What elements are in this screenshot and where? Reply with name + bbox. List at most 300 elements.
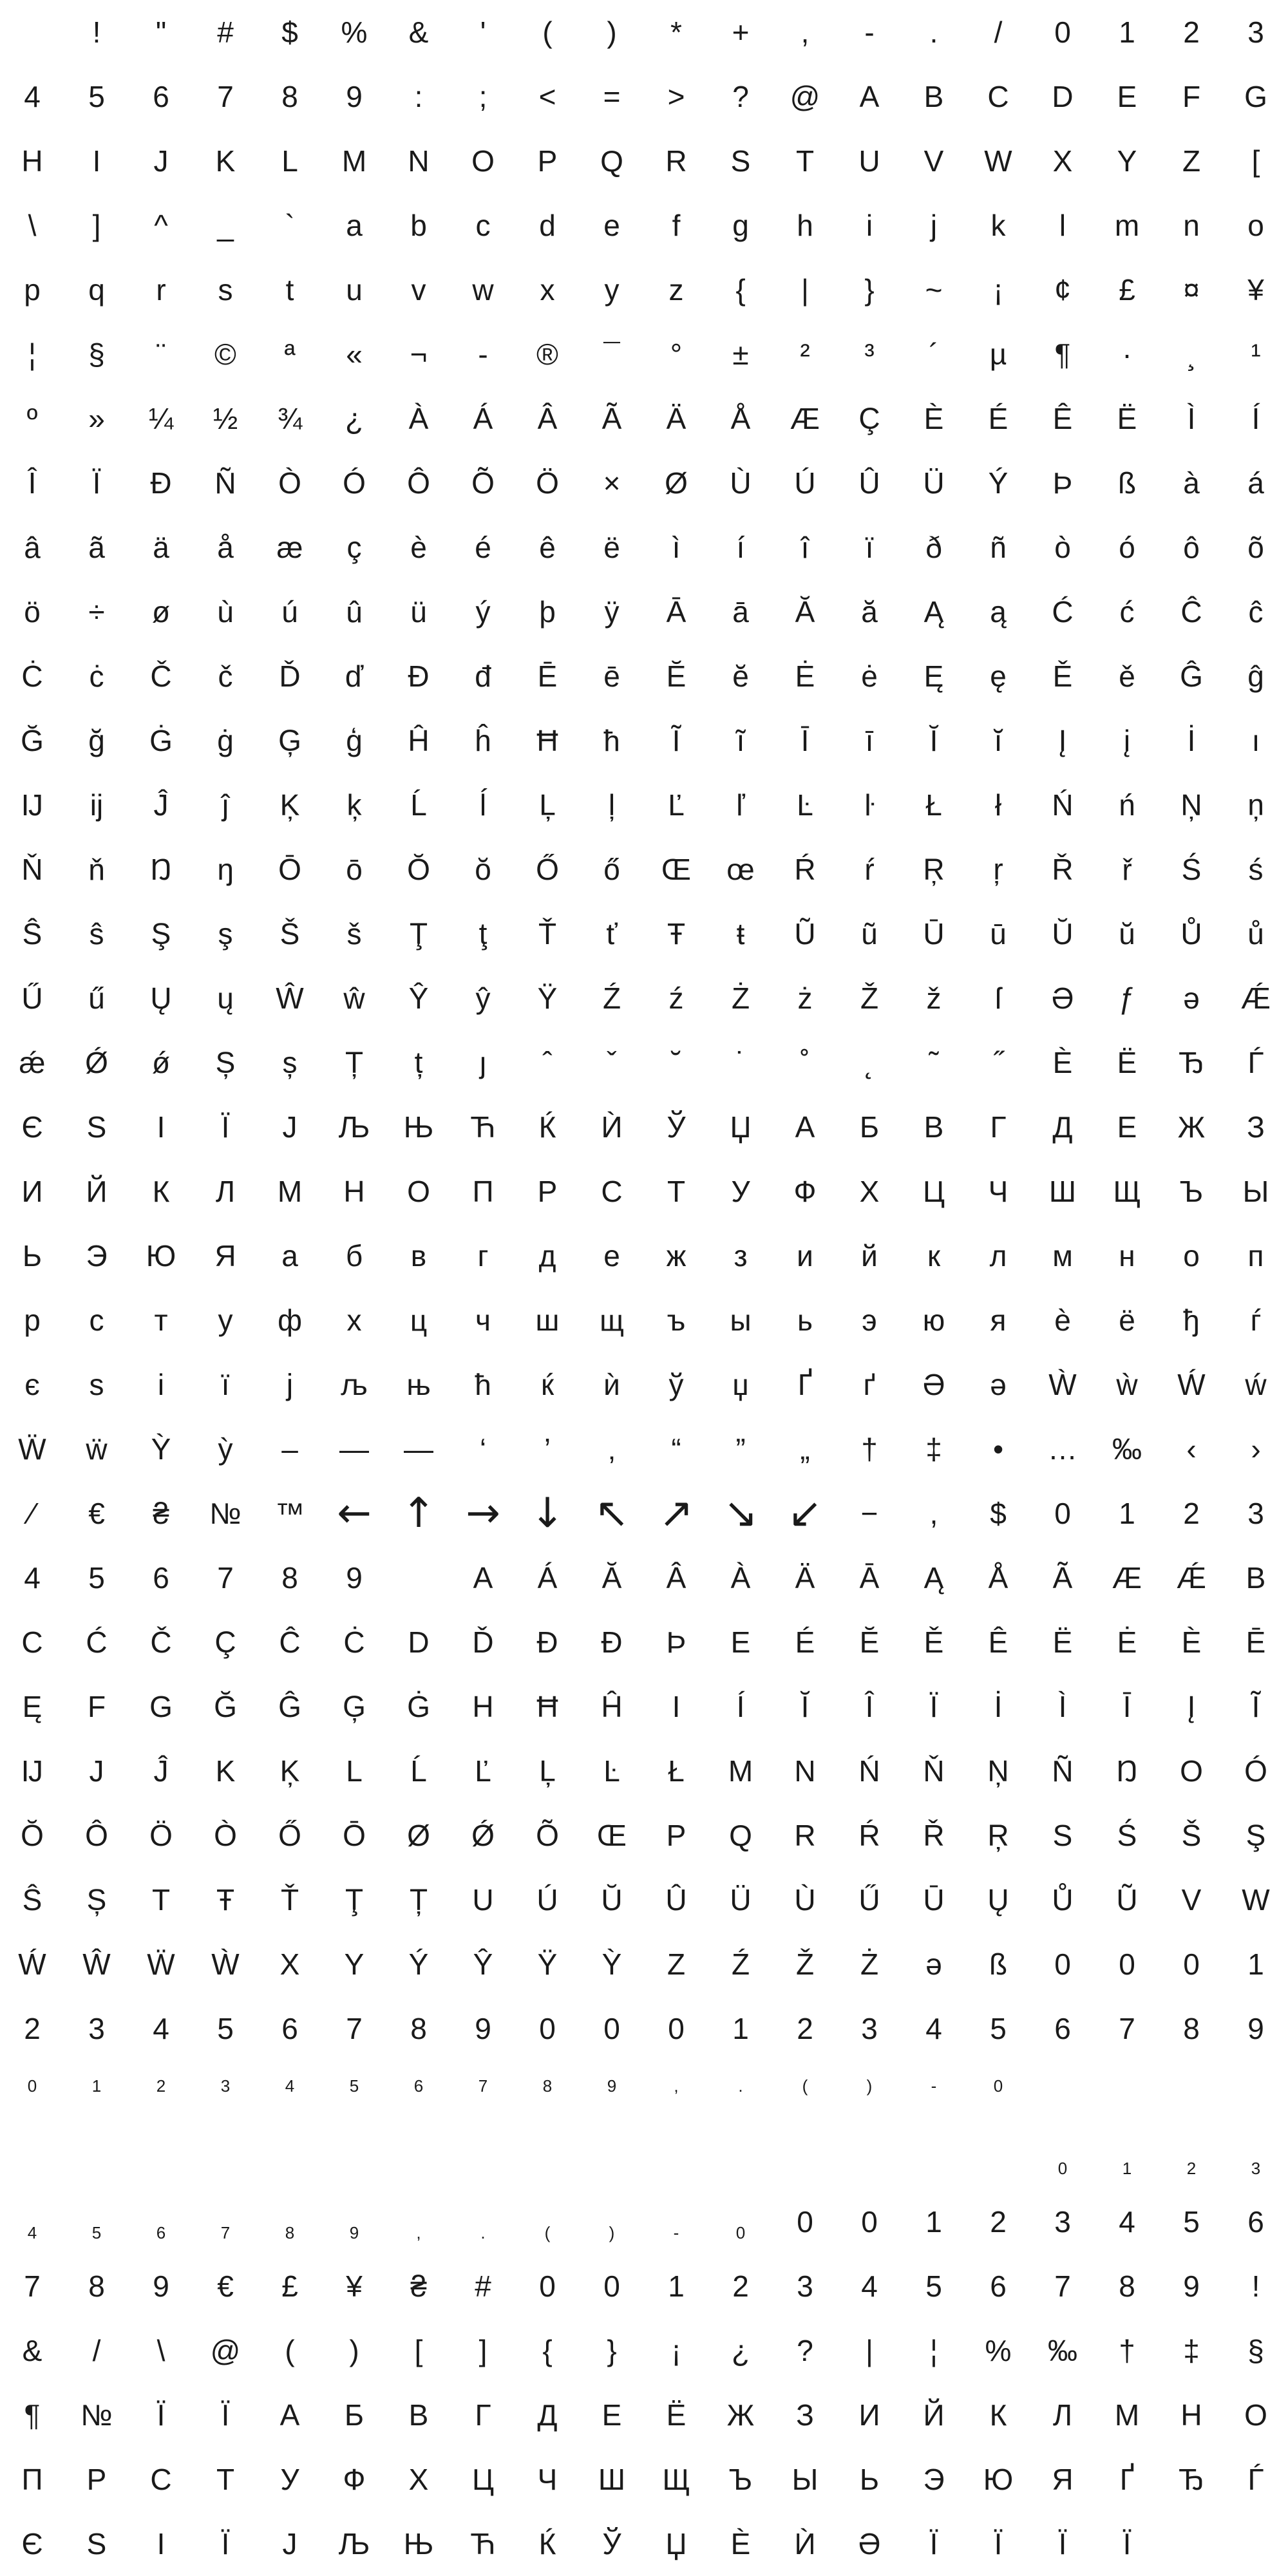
glyph-cell: Ŝ	[22, 1883, 43, 1917]
glyph-cell	[773, 2125, 837, 2190]
glyph-cell: h	[797, 209, 813, 242]
glyph-cell: Ç	[214, 1625, 236, 1659]
glyph-cell: Ū	[923, 1883, 945, 1917]
glyph-cell: Ř	[923, 1819, 945, 1852]
glyph-cell: æ	[276, 531, 303, 564]
glyph-cell: Н	[1180, 2398, 1202, 2432]
glyph-cell: Ь	[22, 1239, 43, 1273]
glyph-cell: ū	[990, 917, 1007, 951]
glyph-cell: Ї	[929, 2527, 938, 2561]
glyph-cell: Ķ	[279, 1754, 300, 1788]
glyph-cell: Я	[214, 1239, 236, 1273]
glyph-cell: Ђ	[1179, 1046, 1204, 1079]
glyph-cell: E	[730, 1625, 751, 1659]
glyph-cell: ð	[925, 531, 942, 564]
glyph-cell: ŏ	[475, 853, 491, 886]
glyph-cell: Ő	[278, 1819, 301, 1852]
glyph-cell: Ә	[922, 1368, 945, 1401]
glyph-cell: Ý	[988, 466, 1009, 500]
glyph-cell: ŧ	[736, 917, 745, 951]
glyph-cell: :	[414, 80, 423, 113]
glyph-cell: Ï	[92, 466, 101, 500]
glyph-cell: щ	[600, 1303, 624, 1337]
glyph-cell: Ź	[602, 981, 621, 1015]
glyph-cell: Ă	[795, 595, 815, 629]
glyph-cell: ^	[154, 209, 168, 242]
glyph-cell: )	[866, 2076, 873, 2096]
glyph-cell: o	[1247, 209, 1264, 242]
glyph-cell: x	[540, 273, 555, 307]
glyph-cell: 2	[732, 2269, 749, 2303]
glyph-cell: Ğ	[214, 1690, 237, 1723]
glyph-cell: З	[796, 2398, 814, 2432]
glyph-cell: 7	[1054, 2269, 1071, 2303]
glyph-cell: ¤	[1183, 273, 1200, 307]
glyph-cell: м	[1052, 1239, 1073, 1273]
glyph-cell: Ẁ	[1048, 1368, 1077, 1401]
glyph-cell: Ѕ	[86, 1110, 107, 1144]
glyph-cell: V	[1181, 1883, 1202, 1917]
glyph-cell: ĕ	[732, 659, 749, 693]
glyph-cell: 8	[88, 2269, 105, 2303]
glyph-cell: Ѐ	[1052, 1046, 1073, 1079]
glyph-cell: 1	[925, 2205, 942, 2239]
glyph-cell: Ґ	[797, 1368, 813, 1401]
glyph-cell: Щ	[662, 2463, 690, 2496]
glyph-cell: ÿ	[604, 595, 620, 629]
glyph-cell: Ā	[859, 1561, 880, 1595]
glyph-cell: 9	[1247, 2012, 1264, 2045]
glyph-cell: ¬	[410, 337, 428, 371]
glyph-cell: Ķ	[279, 788, 300, 822]
glyph-cell: 5	[91, 2223, 102, 2242]
glyph-cell: đ	[475, 659, 491, 693]
glyph-cell: ¡	[671, 2334, 681, 2367]
glyph-cell: Ẃ	[18, 1947, 46, 1981]
glyph-cell: j	[930, 209, 938, 242]
glyph-cell: ē	[603, 659, 620, 693]
glyph-cell: 4	[925, 2012, 942, 2045]
glyph-cell: Д	[1052, 1110, 1073, 1144]
glyph-cell: i	[866, 209, 873, 242]
glyph-cell: 0	[735, 2223, 746, 2242]
glyph-cell: 7	[346, 2012, 363, 2045]
glyph-cell: Ї	[221, 1110, 230, 1144]
glyph-cell: Љ	[338, 2527, 370, 2561]
glyph-cell: ģ	[346, 724, 363, 757]
glyph-cell: ,	[416, 2223, 421, 2242]
glyph-cell: І	[156, 1110, 166, 1144]
glyph-cell: 0	[993, 2076, 1003, 2096]
glyph-cell: Ǿ	[85, 1046, 108, 1079]
glyph-cell: Ĕ	[859, 1625, 880, 1659]
glyph-cell: F	[1182, 80, 1201, 113]
glyph-cell: Q	[729, 1819, 752, 1852]
glyph-cell: В	[408, 2398, 429, 2432]
glyph-cell: –	[281, 1432, 298, 1466]
glyph-cell: С	[150, 2463, 172, 2496]
glyph-cell: Ï	[929, 1690, 938, 1723]
glyph-cell: 8	[281, 1561, 298, 1595]
glyph-cell: ľ	[736, 788, 745, 822]
glyph-cell: Ж	[726, 2398, 755, 2432]
glyph-cell: 0	[539, 2012, 556, 2045]
glyph-cell: Ĕ	[666, 659, 687, 693]
glyph-cell: Ĳ	[21, 788, 43, 822]
glyph-cell: (	[542, 15, 553, 49]
glyph-cell: Т	[216, 2463, 235, 2496]
glyph-cell: 1	[668, 2269, 685, 2303]
glyph-cell: Ř	[1052, 853, 1074, 886]
glyph-cell: D	[408, 1625, 430, 1659]
glyph-cell: Ŕ	[858, 1819, 880, 1852]
glyph-cell: Ŭ	[601, 1883, 623, 1917]
glyph-cell: Ņ	[1180, 788, 1202, 822]
glyph-cell: ј	[286, 1368, 294, 1401]
glyph-cell: И	[858, 2398, 880, 2432]
glyph-cell: 9	[607, 2076, 617, 2096]
glyph-cell: ф	[278, 1303, 302, 1337]
glyph-cell: _	[217, 209, 234, 242]
glyph-cell: P	[666, 1819, 687, 1852]
glyph-cell: Й	[923, 2398, 945, 2432]
glyph-cell: (	[544, 2223, 551, 2242]
glyph-cell: —	[339, 1432, 369, 1466]
glyph-cell: Ẅ	[147, 1947, 175, 1981]
glyph-cell: Б	[859, 1110, 880, 1144]
glyph-cell: Ь	[859, 2463, 880, 2496]
glyph-cell: Ì	[1187, 402, 1196, 435]
glyph-cell: ê	[539, 531, 556, 564]
glyph-cell: ª	[284, 337, 296, 371]
glyph-cell: Ũ	[1116, 1883, 1138, 1917]
glyph-cell: Ы	[791, 2463, 819, 2496]
glyph-cell: ŗ	[993, 853, 1003, 886]
glyph-cell: о	[1183, 1239, 1200, 1273]
glyph-cell: ―	[404, 1432, 433, 1466]
glyph-cell: Ѕ	[86, 2527, 107, 2561]
glyph-cell: ç	[346, 531, 362, 564]
glyph-cell: §	[88, 337, 105, 371]
glyph-cell: ‰	[1112, 1432, 1142, 1466]
glyph-cell: Ş	[151, 917, 171, 951]
glyph-cell: Ļ	[539, 788, 556, 822]
glyph-cell: !	[1251, 2269, 1260, 2303]
glyph-cell: Ō	[278, 853, 301, 886]
glyph-cell: K	[215, 144, 236, 178]
glyph-cell: ő	[603, 853, 620, 886]
glyph-cell: Ô	[85, 1819, 108, 1852]
glyph-cell: 2	[1186, 2159, 1197, 2178]
glyph-cell: Á	[537, 1561, 558, 1595]
glyph-cell: Ж	[1177, 1110, 1206, 1144]
glyph-cell: ţ	[478, 917, 488, 951]
glyph-cell: Е	[1117, 1110, 1137, 1144]
glyph-cell: а	[281, 1239, 298, 1273]
glyph-cell	[451, 2125, 515, 2190]
glyph-cell: b	[410, 209, 427, 242]
glyph-cell: N	[408, 144, 430, 178]
glyph-cell: Щ	[1113, 1175, 1141, 1208]
glyph-cell: 0	[1054, 1947, 1071, 1981]
glyph-cell: ˆ	[542, 1046, 553, 1079]
glyph-cell: °	[670, 337, 683, 371]
glyph-cell: ĥ	[475, 724, 491, 757]
glyph-cell: ˇ	[607, 1046, 617, 1079]
glyph-cell: У	[731, 1175, 750, 1208]
glyph-cell: u	[346, 273, 363, 307]
glyph-cell: º	[26, 402, 38, 435]
glyph-cell: Ú	[794, 466, 816, 500]
glyph-cell: Ẁ	[211, 1947, 240, 1981]
glyph-cell: ŀ	[864, 788, 875, 822]
glyph-cell: Д	[537, 2398, 558, 2432]
glyph-cell: (	[285, 2334, 295, 2367]
glyph-cell: ĵ	[222, 788, 229, 822]
glyph-cell: y	[604, 273, 620, 307]
glyph-cell: Ё	[1117, 1046, 1137, 1079]
glyph-cell: Ė	[1117, 1625, 1137, 1659]
glyph-cell: ˛	[864, 1046, 875, 1079]
glyph-cell: ã	[88, 531, 105, 564]
glyph-cell: 3	[1054, 2205, 1071, 2239]
glyph-cell: U	[472, 1883, 494, 1917]
glyph-cell: Ш	[1048, 1175, 1077, 1208]
glyph-cell: л	[989, 1239, 1007, 1273]
glyph-cell: Ã	[1052, 1561, 1073, 1595]
glyph-cell: ↗	[659, 1490, 694, 1537]
glyph-cell: ď	[345, 659, 364, 693]
glyph-cell: Ń	[858, 1754, 880, 1788]
glyph-cell: Û	[665, 1883, 687, 1917]
glyph-cell: m	[1114, 209, 1140, 242]
glyph-cell: $	[990, 1497, 1007, 1530]
glyph-cell: Ç	[858, 402, 880, 435]
glyph-cell: →	[466, 1490, 500, 1537]
glyph-cell: 2	[1183, 1497, 1200, 1530]
glyph-cell: Ġ	[149, 724, 173, 757]
glyph-cell: Ё	[666, 2398, 687, 2432]
glyph-cell: ¿	[731, 2334, 750, 2367]
glyph-cell: 2	[156, 2076, 166, 2096]
glyph-cell: B	[923, 80, 944, 113]
glyph-cell: ǽ	[19, 1046, 46, 1079]
glyph-cell: Ň	[21, 853, 43, 886]
glyph-cell: Э	[923, 2463, 945, 2496]
glyph-cell: <	[538, 80, 556, 113]
glyph-cell: ¾	[277, 402, 303, 435]
glyph-cell: Ĥ	[408, 724, 430, 757]
glyph-cell: Ъ	[1179, 1175, 1204, 1208]
glyph-cell: C	[987, 80, 1009, 113]
glyph-cell: Ŀ	[797, 788, 813, 822]
glyph-cell: L	[281, 144, 298, 178]
glyph-cell: •	[992, 1432, 1004, 1466]
glyph-cell: 4	[27, 2223, 37, 2242]
glyph-cell: .	[480, 2223, 486, 2242]
glyph-cell: Ö	[149, 1819, 173, 1852]
glyph-cell: Ș	[215, 1046, 236, 1079]
glyph-cell: Ē	[537, 659, 558, 693]
glyph-cell: Ć	[1052, 595, 1074, 629]
glyph-cell: Ū	[923, 917, 945, 951]
glyph-cell: Ş	[1245, 1819, 1266, 1852]
glyph-cell: Я	[1052, 2463, 1074, 2496]
glyph-cell: 6	[281, 2012, 298, 2045]
glyph-cell: õ	[1247, 531, 1264, 564]
glyph-cell: ¼	[148, 402, 174, 435]
glyph-cell: ħ	[603, 724, 620, 757]
glyph-cell: ß	[1117, 466, 1137, 500]
glyph-cell: ⁄	[30, 1497, 35, 1530]
glyph-cell: w	[472, 273, 494, 307]
glyph-cell: Ě	[923, 1625, 944, 1659]
glyph-cell: œ	[726, 853, 755, 886]
glyph-cell: Ĳ	[21, 1754, 43, 1788]
glyph-cell: Ŭ	[1052, 917, 1074, 951]
glyph-cell: î	[800, 531, 810, 564]
glyph-cell	[129, 2125, 193, 2190]
glyph-cell: Ò	[278, 466, 301, 500]
glyph-cell: ¿	[345, 402, 364, 435]
glyph-cell: ↑	[401, 1490, 436, 1537]
glyph-cell: Ė	[795, 659, 815, 693]
glyph-cell: р	[24, 1303, 41, 1337]
glyph-cell: É	[988, 402, 1009, 435]
glyph-cell: 1	[91, 2076, 102, 2096]
glyph-cell: Ł	[668, 1754, 685, 1788]
glyph-cell: V	[923, 144, 944, 178]
glyph-cell: О	[1244, 2398, 1267, 2432]
glyph-cell: Ġ	[407, 1690, 430, 1723]
glyph-cell: ċ	[89, 659, 104, 693]
glyph-cell: X	[1052, 144, 1073, 178]
glyph-cell: Ћ	[470, 1110, 496, 1144]
glyph-cell: Ñ	[1052, 1754, 1074, 1788]
glyph-cell: Ę	[923, 659, 944, 693]
glyph-cell: {	[542, 2334, 553, 2367]
glyph-cell: 7	[478, 2076, 488, 2096]
glyph-cell: 8	[1119, 2269, 1135, 2303]
glyph-cell: 0	[861, 2205, 878, 2239]
glyph-cell: Ю	[146, 1239, 176, 1273]
glyph-cell: О	[407, 1175, 430, 1208]
glyph-cell: 8	[281, 80, 298, 113]
glyph-cell: ↓	[530, 1490, 565, 1537]
glyph-cell: Ǽ	[1177, 1561, 1206, 1595]
glyph-cell: Ú	[536, 1883, 558, 1917]
glyph-cell: Ї	[1058, 2527, 1067, 2561]
glyph-cell: А	[795, 1110, 815, 1144]
glyph-cell: L	[346, 1754, 363, 1788]
glyph-cell: ö	[24, 595, 41, 629]
glyph-cell: В	[923, 1110, 944, 1144]
glyph-cell: 1	[1247, 1947, 1264, 1981]
glyph-cell	[1224, 2512, 1288, 2576]
glyph-cell: Ї	[156, 2398, 166, 2432]
glyph-cell: û	[346, 595, 363, 629]
glyph-cell: Œ	[597, 1819, 627, 1852]
glyph-cell: Ö	[536, 466, 559, 500]
glyph-cell: Ý	[408, 1947, 429, 1981]
glyph-cell: Ÿ	[537, 1947, 558, 1981]
glyph-cell: ¢	[1054, 273, 1071, 307]
glyph-cell: ѐ	[1054, 1303, 1071, 1337]
glyph-cell: ī	[865, 724, 874, 757]
glyph-cell: f	[672, 209, 681, 242]
glyph-cell: Г	[475, 2398, 491, 2432]
glyph-cell: p	[24, 273, 41, 307]
glyph-cell: @	[790, 80, 820, 113]
glyph-cell: П	[21, 2463, 43, 2496]
glyph-cell: Ō	[343, 1819, 366, 1852]
glyph-cell: &	[408, 15, 429, 49]
glyph-cell: Ћ	[470, 2527, 496, 2561]
glyph-cell: Ŏ	[407, 853, 430, 886]
glyph-cell: Æ	[790, 402, 820, 435]
glyph-cell: \	[28, 209, 37, 242]
glyph-cell: Ŏ	[21, 1819, 44, 1852]
glyph-cell: ä	[153, 531, 169, 564]
glyph-cell: Đ	[536, 1625, 558, 1659]
glyph-cell: Ż	[860, 1947, 879, 1981]
glyph-cell: Ў	[602, 2527, 621, 2561]
glyph-cell: Ü	[730, 1883, 752, 1917]
glyph-cell: B	[1245, 1561, 1266, 1595]
glyph-cell: .	[929, 15, 938, 49]
glyph-cell: 5	[88, 1561, 105, 1595]
glyph-cell: ’	[544, 1432, 551, 1466]
glyph-cell: Ů	[1052, 1883, 1074, 1917]
glyph-cell: Ы	[1242, 1175, 1269, 1208]
glyph-cell: ←	[337, 1490, 372, 1537]
glyph-cell: I	[92, 144, 101, 178]
glyph-cell: Ő	[536, 853, 559, 886]
glyph-cell: Э	[86, 1239, 108, 1273]
glyph-cell: ț	[414, 1046, 423, 1079]
glyph-cell: â	[24, 531, 41, 564]
glyph-cell: à	[1183, 466, 1200, 500]
glyph-cell: Ф	[793, 1175, 817, 1208]
glyph-cell: ș	[282, 1046, 298, 1079]
glyph-cell: ă	[861, 595, 878, 629]
glyph-cell: Ґ	[1119, 2463, 1135, 2496]
glyph-cell: #	[475, 2269, 491, 2303]
glyph-cell: Ĩ	[1251, 1690, 1260, 1723]
glyph-cell: Ď	[472, 1625, 494, 1659]
glyph-cell: Е	[601, 2398, 622, 2432]
glyph-cell: 8	[1183, 2012, 1200, 2045]
glyph-cell: Ē	[1245, 1625, 1266, 1659]
glyph-cell: 9	[346, 1561, 363, 1595]
glyph-cell: ж	[666, 1239, 687, 1273]
glyph-cell: -	[673, 2223, 679, 2242]
glyph-cell: ‰	[1048, 2334, 1077, 2367]
glyph-cell: )	[349, 2334, 359, 2367]
glyph-cell: 0	[797, 2205, 813, 2239]
glyph-cell: Ѝ	[794, 2527, 816, 2561]
glyph-cell: š	[346, 917, 362, 951]
glyph-cell: Ĉ	[279, 1625, 301, 1659]
glyph-cell: т	[154, 1303, 168, 1337]
glyph-cell: ż	[797, 981, 813, 1015]
glyph-cell: ñ	[990, 531, 1007, 564]
glyph-cell: Å	[730, 402, 751, 435]
glyph-cell: ü	[410, 595, 427, 629]
glyph-cell: Ŗ	[923, 853, 945, 886]
glyph-cell: Ĝ	[278, 1690, 301, 1723]
glyph-cell: ğ	[88, 724, 105, 757]
